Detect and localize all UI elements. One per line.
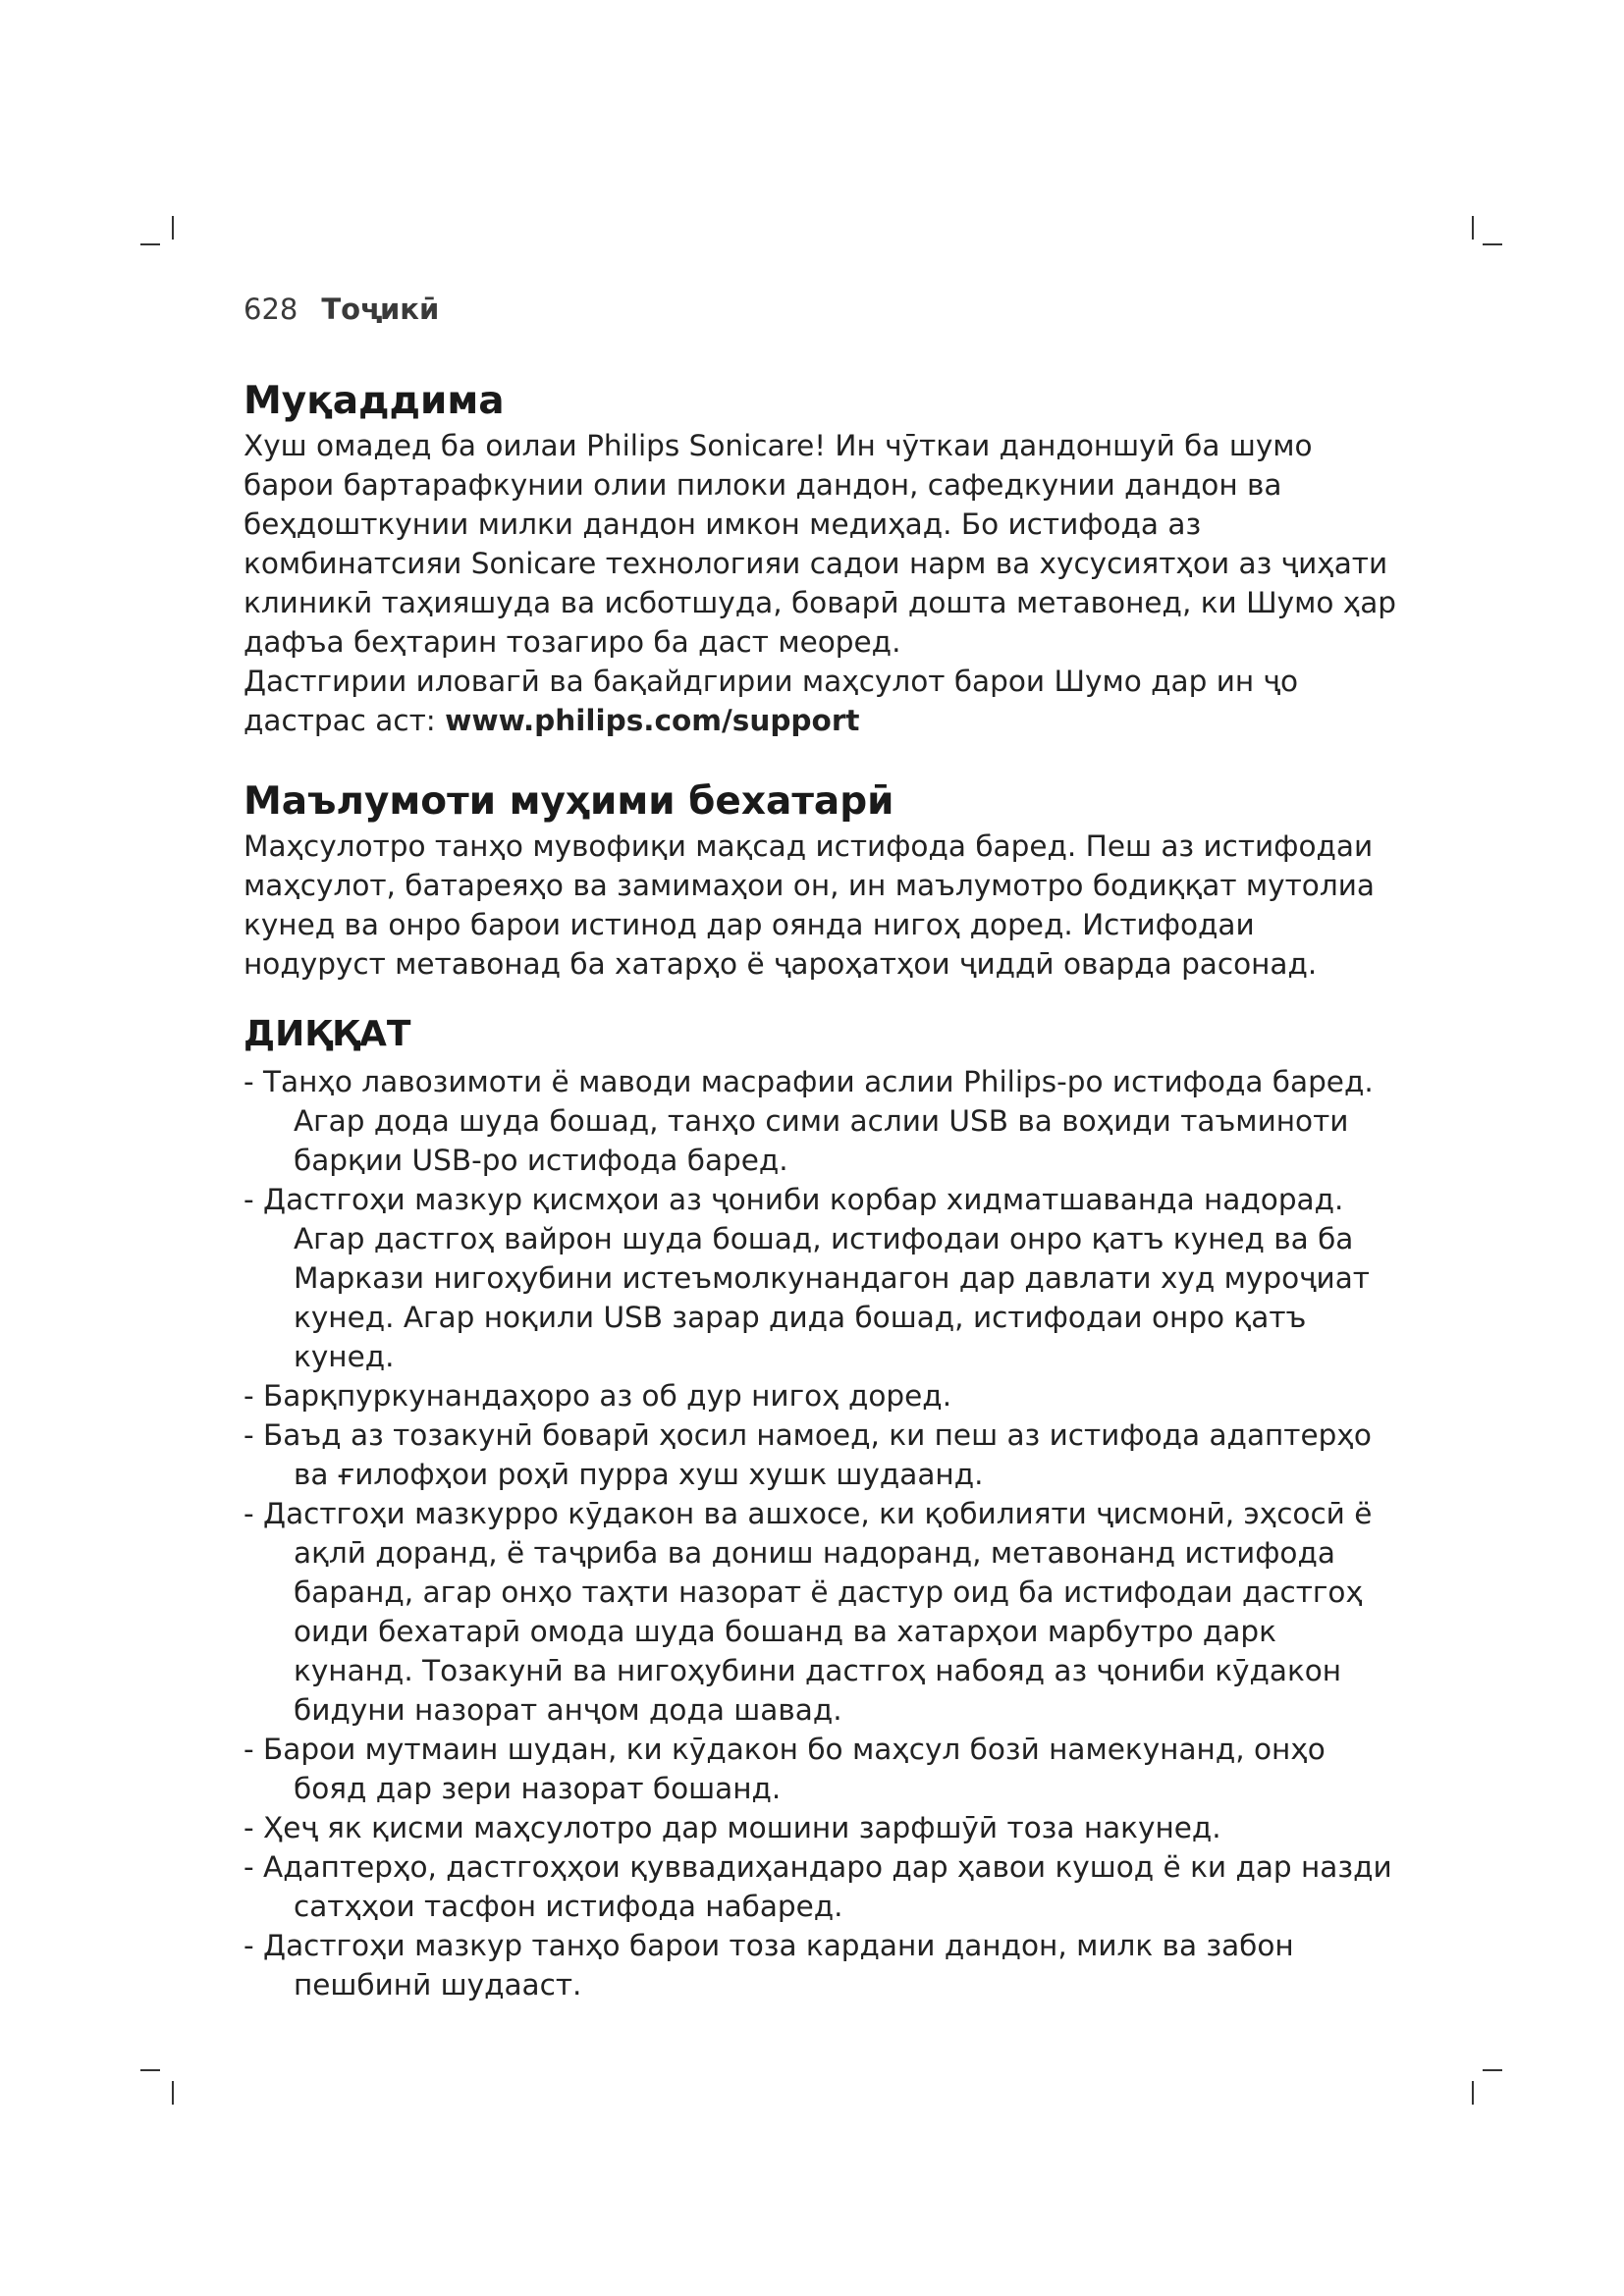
intro-title: Муқаддима [244,379,505,423]
crop-mark-top-right-h [1483,243,1502,245]
page-content [244,371,1402,2004]
crop-mark-top-left-h [140,243,160,245]
caution-item: - Танҳо лавозимоти ё маводи масрафии аслии Philips-ро истифода баред. Агар дода шуда бошад, танҳо сими аслии USB ва воҳиди таъминоти барқии USB-ро истифода баред. [244,1065,1374,1177]
caution-item: - Баъд аз тозакунӣ боварӣ ҳосил намоед, ки пеш аз истифода адаптерҳо ва ғилофҳои роҳӣ пурра хуш хушк шудаанд. [244,1418,1372,1491]
caution-item: - Адаптерҳо, дастгоҳҳои қуввадиҳандаро дар ҳавои кушод ё ки дар назди сатҳҳои тасфон истифода набаред. [244,1850,1392,1923]
crop-mark-bottom-right-v [1472,2081,1474,2105]
caution-item: - Дастгоҳи мазкур қисмҳои аз ҷониби корбар хидматшаванда надорад. Агар дастгоҳ вайрон шуда бошад, истифодаи онро қатъ кунед ва ба Маркази нигоҳубини истеъмолкунандагон дар давлати худ муроҷиат кунед. Агар ноқили USB зарар дида бошад, истифодаи онро қатъ кунед. [244,1183,1370,1373]
support-paragraph [244,662,1402,740]
crop-mark-top-left-v [172,216,174,240]
intro-body: Хуш омадед ба оилаи Philips Sonicare! Ин чӯткаи дандоншуӣ ба шумо барои бартарафкунии олии пилоки дандон, сафедкунии дандон ва беҳдошткунии милки дандон имкон медиҳад. Бо истифода аз комбинатсияи Sonicare технологияи садои нарм ва хусусиятҳои аз ҷиҳати клиникӣ таҳияшуда ва исботшуда, боварӣ дошта метавонед, ки Шумо ҳар дафъа беҳтарин тозагиро ба даст меоред. [244,429,1397,659]
caution-item: - Барқпуркунандаҳоро аз об дур нигоҳ доред. [244,1379,952,1413]
page-number: 628 [244,293,298,326]
page-header [244,293,439,326]
support-link[interactable]: www.philips.com/support [445,704,860,737]
caution-item: - Дастгоҳи мазкур танҳо барои тоза кардани дандон, милк ва забон пешбинӣ шудааст. [244,1929,1294,2002]
crop-mark-bottom-left-v [172,2081,174,2105]
caution-list [244,1062,1402,2004]
safety-title: Маълумоти муҳими бехатарӣ [244,779,894,824]
language-label: Тоҷикӣ [321,293,440,326]
caution-item: - Дастгоҳи мазкурро кӯдакон ва ашхосе, ки қобилияти ҷисмонӣ, эҳсосӣ ё ақлӣ доранд, ё таҷриба ва дониш надоранд, метавонанд истифода баранд, агар онҳо таҳти назорат ё дастур оид ба истифодаи дастгоҳ оиди бехатарӣ омода шуда бошанд ва хатарҳои марбутро дарк кунанд. Тозакунӣ ва нигоҳубини дастгоҳ набояд аз ҷониби кӯдакон бидуни назорат анҷом дода шавад. [244,1497,1373,1727]
crop-mark-top-right-v [1472,216,1474,240]
caution-item: - Барои мутмаин шудан, ки кӯдакон бо маҳсул бозӣ намекунанд, онҳо бояд дар зери назорат бошанд. [244,1733,1326,1805]
caution-item: - Ҳеҷ як қисми маҳсулотро дар мошини зарфшӯӣ тоза накунед. [244,1811,1221,1844]
crop-mark-bottom-right-h [1483,2069,1502,2071]
support-text: Дастгирии иловагӣ ва бақайдгирии маҳсулот барои Шумо дар ин ҷо дастрас аст: [244,665,1299,737]
safety-body: Маҳсулотро танҳо мувофиқи мақсад истифода баред. Пеш аз истифодаи маҳсулот, батареяҳо ва замимаҳои он, ин маълумотро бодиққат мутолиа кунед ва онро барои истинод дар оянда нигоҳ доред. Истифодаи нодуруст метавонад ба хатарҳо ё ҷароҳатҳои ҷиддӣ оварда расонад. [244,829,1375,981]
caution-title: ДИҚҚАТ [244,1014,411,1054]
crop-mark-bottom-left-h [140,2069,160,2071]
